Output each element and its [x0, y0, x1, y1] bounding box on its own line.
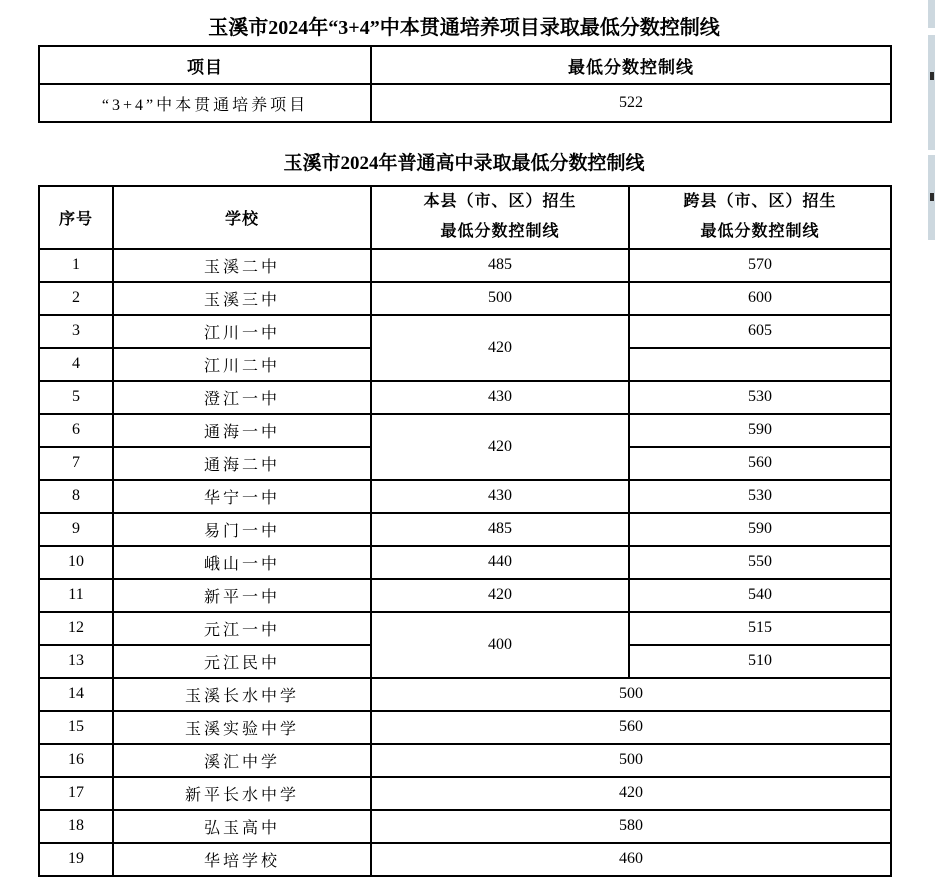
- cell-no: 4: [39, 348, 113, 381]
- table-row: [39, 579, 891, 612]
- header-local-line2: 最低分数控制线: [440, 223, 560, 241]
- table-header-row: [39, 46, 891, 84]
- cell-no: 5: [39, 381, 113, 414]
- cell-school: 易门一中: [113, 513, 371, 546]
- cell-local-score: 500: [371, 282, 629, 315]
- cell-school: 江川一中: [113, 315, 371, 348]
- cell-no: 7: [39, 447, 113, 480]
- clipped-right-edge-segment: [928, 35, 935, 150]
- cell-local-score: 485: [371, 249, 629, 282]
- table-row: [39, 711, 891, 744]
- cell-school: 通海一中: [113, 414, 371, 447]
- table-row: [39, 810, 891, 843]
- cell-school: 玉溪三中: [113, 282, 371, 315]
- cell-no: 9: [39, 513, 113, 546]
- cell-no: 14: [39, 678, 113, 711]
- cell-local-score-merged: 420: [371, 414, 629, 480]
- cell-no: 13: [39, 645, 113, 678]
- cell-school: 新平长水中学: [113, 777, 371, 810]
- table-row: [39, 315, 891, 348]
- cell-cross-score: 540: [629, 579, 891, 612]
- cell-score-fullspan: 420: [371, 777, 891, 810]
- cell-score-fullspan: 580: [371, 810, 891, 843]
- header-min-score-line: 最低分数控制线: [371, 46, 891, 84]
- cell-no: 2: [39, 282, 113, 315]
- table-row: [39, 381, 891, 414]
- table-row: [39, 678, 891, 711]
- cell-no: 8: [39, 480, 113, 513]
- cell-local-score-merged: 400: [371, 612, 629, 678]
- cell-school: 新平一中: [113, 579, 371, 612]
- cell-score-fullspan: 500: [371, 678, 891, 711]
- cell-no: 11: [39, 579, 113, 612]
- cell-no: 19: [39, 843, 113, 876]
- header-school: 学校: [113, 186, 371, 249]
- cell-no: 12: [39, 612, 113, 645]
- cell-local-score: 485: [371, 513, 629, 546]
- score-table-high-schools: [38, 185, 892, 877]
- cell-no: 17: [39, 777, 113, 810]
- cell-school: 通海二中: [113, 447, 371, 480]
- cell-school: 江川二中: [113, 348, 371, 381]
- cell-no: 1: [39, 249, 113, 282]
- table1-title: 玉溪市2024年“3+4”中本贯通培养项目录取最低分数控制线: [208, 17, 720, 39]
- cell-no: 3: [39, 315, 113, 348]
- cell-score-fullspan: 560: [371, 711, 891, 744]
- cell-school: 澄江一中: [113, 381, 371, 414]
- cell-score-fullspan: 500: [371, 744, 891, 777]
- cell-score-fullspan: 460: [371, 843, 891, 876]
- clipped-text-fragment: [930, 193, 934, 201]
- cell-project-name: “3+4”中本贯通培养项目: [39, 84, 371, 122]
- header-cross-line1: 跨县（市、区）招生: [683, 193, 837, 210]
- table-row: [39, 744, 891, 777]
- cell-school: 玉溪长水中学: [113, 678, 371, 711]
- cell-local-score: 440: [371, 546, 629, 579]
- cell-cross-score: 515: [629, 612, 891, 645]
- cell-cross-score: 590: [629, 414, 891, 447]
- header-no: 序号: [39, 186, 113, 249]
- cell-no: 18: [39, 810, 113, 843]
- cell-school: 元江一中: [113, 612, 371, 645]
- cell-school: 华培学校: [113, 843, 371, 876]
- cell-no: 15: [39, 711, 113, 744]
- clipped-text-fragment: [930, 72, 934, 80]
- cell-no: 10: [39, 546, 113, 579]
- table-row: [39, 513, 891, 546]
- table-header-row: [39, 186, 891, 249]
- cell-school: 玉溪二中: [113, 249, 371, 282]
- cell-school: 华宁一中: [113, 480, 371, 513]
- cell-school: 玉溪实验中学: [113, 711, 371, 744]
- cell-school: 峨山一中: [113, 546, 371, 579]
- cell-cross-score: 600: [629, 282, 891, 315]
- cell-cross-score: 530: [629, 480, 891, 513]
- score-table-3plus4: [38, 45, 892, 123]
- cell-cross-score: 530: [629, 381, 891, 414]
- clipped-right-edge-segment: [928, 0, 935, 28]
- cell-no: 16: [39, 744, 113, 777]
- table-row: [39, 843, 891, 876]
- table2-title: 玉溪市2024年普通高中录取最低分数控制线: [283, 153, 645, 174]
- table-row: [39, 282, 891, 315]
- table-row: [39, 414, 891, 447]
- cell-project-score: 522: [371, 84, 891, 122]
- header-local-admission: [371, 186, 629, 249]
- header-local-line1: 本县（市、区）招生: [423, 193, 577, 210]
- header-cross-admission: [629, 186, 891, 249]
- table-row: [39, 480, 891, 513]
- table-row: [39, 612, 891, 645]
- table-row: [39, 249, 891, 282]
- cell-cross-score: 605: [629, 315, 891, 348]
- table-row: [39, 777, 891, 810]
- cell-school: 弘玉高中: [113, 810, 371, 843]
- cell-no: 6: [39, 414, 113, 447]
- cell-local-score-merged: 420: [371, 315, 629, 381]
- cell-cross-score: 570: [629, 249, 891, 282]
- cell-local-score: 430: [371, 480, 629, 513]
- header-cross-line2: 最低分数控制线: [700, 223, 820, 241]
- cell-local-score: 420: [371, 579, 629, 612]
- cell-school: 元江民中: [113, 645, 371, 678]
- cell-cross-score: 560: [629, 447, 891, 480]
- cell-cross-score-empty: [629, 348, 891, 381]
- cell-cross-score: 510: [629, 645, 891, 678]
- cell-school: 溪汇中学: [113, 744, 371, 777]
- cell-local-score: 430: [371, 381, 629, 414]
- cell-cross-score: 590: [629, 513, 891, 546]
- cell-cross-score: 550: [629, 546, 891, 579]
- header-project: 项目: [39, 46, 371, 84]
- table-row: [39, 84, 891, 122]
- table-row: [39, 546, 891, 579]
